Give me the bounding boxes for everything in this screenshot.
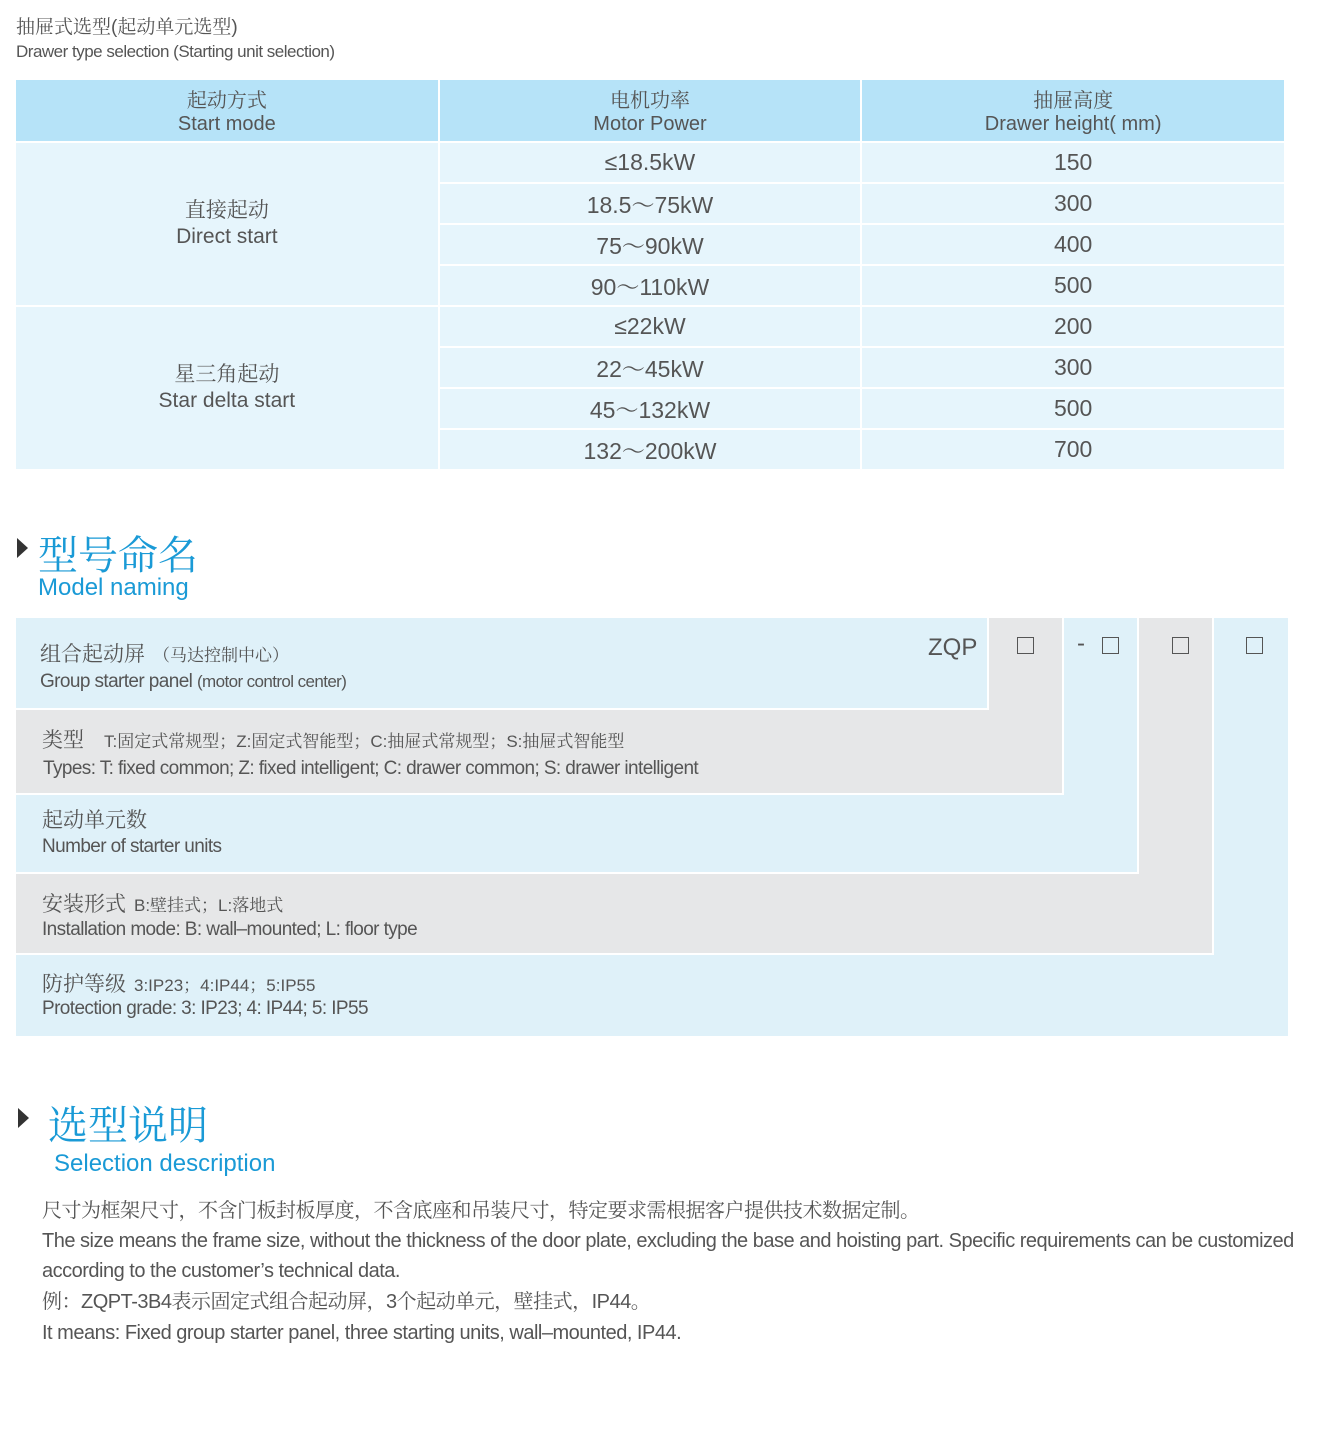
row-cn: 起动单元数 [42, 809, 147, 832]
prefix-zqp: ZQP [928, 634, 978, 661]
units-placeholder-box [1102, 637, 1119, 654]
row-cn-note: T:固定式常规型；Z:固定式智能型；C:抽屉式常规型；S:抽屉式智能型 [104, 732, 625, 751]
motor-power-cell: 75～90kW [439, 224, 862, 265]
start-mode-cn: 星三角起动 [174, 363, 280, 386]
drawer-height-cell: 700 [861, 429, 1284, 469]
header-drawer-height [861, 80, 1284, 142]
row-en: Protection grade: 3: IP23; 4: IP44; 5: IP55 [42, 998, 368, 1019]
header-cn: 电机功率 [609, 89, 690, 112]
drawer-selection-subtitle: Drawer type selection (Starting unit selection) [16, 42, 335, 61]
motor-power-cell: ≤18.5kW [439, 142, 862, 183]
row-cn-note: B:壁挂式；L:落地式 [134, 896, 284, 915]
start-mode-cell [16, 306, 439, 469]
start-mode-cn: 直接起动 [184, 199, 269, 222]
section-arrow-icon [17, 538, 28, 558]
header-en: Start mode [177, 112, 276, 135]
description-cn: 尺寸为框架尺寸，不含门板封板厚度，不含底座和吊装尺寸，特定要求需根据客户提供技术数据定制。 [42, 1200, 920, 1222]
header-en: Motor Power [593, 112, 707, 135]
drawer-selection-title: 抽屉式选型(起动单元选型) [16, 17, 238, 38]
drawer-height-cell: 200 [861, 306, 1284, 347]
drawer-height-cell: 500 [861, 388, 1284, 429]
drawer-height-cell: 150 [861, 142, 1284, 183]
start-mode-cell [16, 142, 439, 306]
table-row [16, 142, 1284, 183]
section-arrow-icon [18, 1108, 29, 1128]
motor-power-cell: 18.5～75kW [439, 183, 862, 224]
row-type [16, 710, 1062, 793]
motor-power-cell: 45～132kW [439, 388, 862, 429]
type-placeholder-box [1017, 637, 1034, 654]
row-cn [40, 638, 289, 668]
motor-power-cell: 132～200kW [439, 429, 862, 469]
row-cn [42, 888, 283, 918]
description-en: The size means the frame size, without the thickness of the door plate, excluding the base and hoisting part. Specific requirements can be customized according to the customer’s technical data. [42, 1230, 1294, 1282]
row-en: Installation mode: B: wall–mounted; L: floor type [42, 919, 418, 940]
start-mode-en: Star delta start [158, 389, 296, 412]
row-cn-text: 防护等级 [42, 973, 126, 996]
row-cn-text: 安装形式 [42, 893, 126, 916]
selection-subtitle: Selection description [54, 1150, 276, 1177]
table-header [16, 80, 1284, 142]
protection-placeholder-box [1246, 637, 1263, 654]
drawer-height-cell: 300 [861, 347, 1284, 388]
row-cn-text: 组合起动屏 [40, 643, 145, 666]
row-cn-text: 类型 [42, 729, 84, 752]
row-protection [16, 955, 1288, 1036]
header-motor-power [439, 80, 862, 142]
header-en: Drawer height( mm) [984, 112, 1162, 135]
drawer-selection-table [16, 80, 1284, 469]
header-start-mode [16, 80, 439, 142]
row-cn [42, 968, 315, 998]
row-cn [42, 724, 624, 754]
row-en-text: Group starter panel [40, 671, 193, 692]
selection-title: 选型说明 [48, 1104, 208, 1148]
row-en-note: (motor control center) [197, 672, 347, 691]
drawer-height-cell: 500 [861, 265, 1284, 306]
row-installation [16, 874, 1212, 953]
row-group-starter-panel [16, 618, 987, 708]
row-cn-note: 3:IP23；4:IP44；5:IP55 [134, 976, 316, 995]
motor-power-cell: ≤22kW [439, 306, 862, 347]
header-cn: 抽屉高度 [1033, 89, 1114, 112]
row-starter-units [16, 795, 1137, 872]
drawer-height-cell: 300 [861, 183, 1284, 224]
row-cn-note: （马达控制中心） [153, 646, 289, 665]
model-naming-subtitle: Model naming [38, 574, 189, 601]
table-row [16, 306, 1284, 347]
motor-power-cell: 22～45kW [439, 347, 862, 388]
row-en: Number of starter units [42, 836, 222, 857]
header-cn: 起动方式 [186, 89, 267, 112]
model-naming-title: 型号命名 [38, 534, 198, 578]
drawer-height-cell: 400 [861, 224, 1284, 265]
example-en: It means: Fixed group starter panel, three starting units, wall–mounted, IP44. [42, 1322, 682, 1344]
start-mode-en: Direct start [176, 225, 278, 248]
install-placeholder-box [1172, 637, 1189, 654]
row-en: Types: T: fixed common; Z: fixed intelligent; C: drawer common; S: drawer intelligent [43, 758, 699, 779]
row-en [40, 671, 346, 693]
motor-power-cell: 90～110kW [439, 265, 862, 306]
example-cn: 例：ZQPT-3B4表示固定式组合起动屏，3个起动单元，壁挂式，IP44。 [42, 1291, 651, 1313]
dash: - [1077, 630, 1085, 657]
